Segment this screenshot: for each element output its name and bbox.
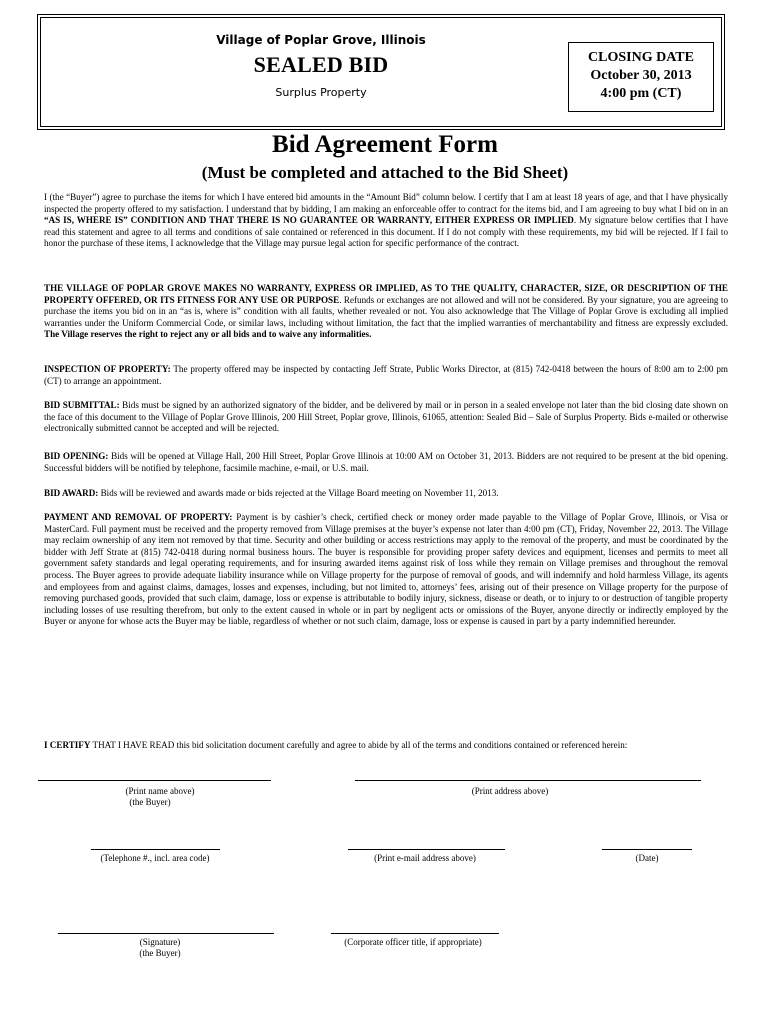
bid-opening-heading: BID OPENING: <box>44 451 109 461</box>
email-label: (Print e-mail address above) <box>374 853 476 863</box>
p2-text-b: . Refunds or exchanges are not allowed and will not be considered. By your signature, you are agreeing to purchase the items you bid on in an “as is, where is” condition with all faults, whether revealed or not. You also acknowledge that The Village of Poplar Grove is excluding all implied warranties under the Uniform Commercial Code, or similar laws, including without limitation, the fact that the implied warranties of merchantability and fitness are expressly excluded. <box>44 294 728 328</box>
payment-removal-heading: PAYMENT AND REMOVAL OF PROPERTY: <box>44 512 233 522</box>
corporate-title-line[interactable] <box>331 933 499 934</box>
certify-text: THAT I HAVE READ this bid solicitation document carefully and agree to abide by all of the terms and conditions contained or referenced herein: <box>90 740 628 750</box>
corporate-title-label: (Corporate officer title, if appropriate) <box>344 937 482 947</box>
bid-submittal-paragraph <box>44 400 728 435</box>
print-name-label: (Print name above) <box>125 786 195 796</box>
closing-date-value: October 30, 2013 <box>590 68 692 83</box>
p1-text-a: I (the “Buyer”) agree to purchase the items for which I have entered bid amounts in the “Amount Bid” column below. I certify that I am at least 18 years of age, and that I have physically inspected the property offered to my satisfaction. I understand that by bidding, I am making an enforceable offer to contract for the items bid, and I am agreeing to buy what I bid on in an <box>44 192 728 214</box>
buyer-agreement-paragraph <box>44 192 728 250</box>
bid-opening-text: Bids will be opened at Village Hall, 200 Hill Street, Poplar Grove Illinois at 10:00 AM on October 31, 2013. Bidders are not required to be present at the bid opening. Successful bidders will be notified by telephone, facsimile machine, e-mail, or U.S. mail. <box>44 451 728 473</box>
bid-award-text: Bids will be reviewed and awards made or bids rejected at the Village Board meeting on November 11, 2013. <box>98 488 499 498</box>
form-title: Bid Agreement Form <box>272 131 498 158</box>
telephone-label: (Telephone #., incl. area code) <box>100 853 210 863</box>
p1-text-c: . My signature below certifies that I have read this statement and agree to all terms and conditions of sale contained or referenced in this document. If I do not comply with these requirements, my bid will be rejected. If I fail to honor the purchase of these items, I acknowledge that the Village may pursue legal action for specific performance of the contract. <box>44 215 728 249</box>
p2-reserve-clause: The Village reserves the right to reject any or all bids and to waive any informalities. <box>44 329 372 340</box>
date-label: (Date) <box>635 853 659 863</box>
bid-award-paragraph <box>44 488 728 500</box>
certify-paragraph <box>44 740 728 752</box>
bid-submittal-heading: BID SUBMITTAL: <box>44 400 120 410</box>
signature-line[interactable] <box>58 933 274 934</box>
sealed-bid-heading: SEALED BID <box>253 52 389 77</box>
form-subtitle: (Must be completed and attached to the Bid Sheet) <box>201 163 569 182</box>
signature-label: (Signature) <box>139 937 181 947</box>
surplus-property-label: Surplus Property <box>275 86 367 99</box>
the-buyer-label-2: (the Buyer) <box>139 948 181 958</box>
closing-date-label: CLOSING DATE <box>588 50 694 65</box>
bid-submittal-text: Bids must be signed by an authorized signatory of the bidder, and be delivered by mail or in person in a sealed envelope not later than the bid closing date shown on the face of this document to the Village of Poplar Grove Illinois, 200 Hill Street, Poplar grove, Illinois, 61065, attention: Sealed Bid – Sale of Surplus Property. Bids e-mailed or otherwise electronically submitted cannot be accepted and will be rejected. <box>44 400 728 434</box>
payment-removal-paragraph <box>44 512 728 628</box>
bid-award-heading: BID AWARD: <box>44 488 99 498</box>
p1-as-is-clause: “AS IS, WHERE IS” CONDITION AND THAT THERE IS NO GUARANTEE OR WARRANTY, EITHER EXPRESS OR IMPLIED <box>44 215 574 226</box>
date-line[interactable] <box>602 849 692 850</box>
header-box <box>40 17 722 127</box>
p2-no-warranty-clause: THE VILLAGE OF POPLAR GROVE MAKES NO WARRANTY, EXPRESS OR IMPLIED, AS TO THE QUALITY, CHARACTER, SIZE, OR DESCRIPTION OF THE PROPERTY OFFERED, OR ITS FITNESS FOR ANY USE OR PURPOSE <box>44 283 728 305</box>
print-name-line[interactable] <box>38 780 271 781</box>
print-address-line[interactable] <box>355 780 701 781</box>
payment-removal-text: Payment is by cashier’s check, certified check or money order made payable to the Village of Poplar Grove, Illinois, or Visa or MasterCard. Full payment must be received and the property removed from Village premises at the buyer’s expense not later than 4:00 pm (CT), Friday, November 22, 2013. The Village may reclaim ownership of any item not removed by that time. Security and other building or access restrictions may apply to the removal of the property, and must be coordinated by the bidder with Jeff Strate at (815) 742-0418 during normal business hours. The buyer is responsible for providing proper safety devices and equipment, licenses and permits to meet all government safety standards and legal operating requirements, and for insuring awarded items against risk of loss while they remain on Village premises and throughout the removal process. The Buyer agrees to provide adequate liability insurance while on Village property for the purpose of removal of goods, and will indemnify and hold harmless Village, its agents and employees from and against claims, damages, losses and expenses, including, but not limited to, attorneys’ fees, arising out of their presence on Village property for the purpose of removing purchased goods, provided that such claim, damage, loss or expense is attributable to bodily injury, sickness, disease or death, or to injury to or destruction of tangible property including losses of use resulting therefrom, but only to the extent caused in whole or in part by negligent acts or omissions of the Buyer, anyone directly or indirectly employed by the Buyer or anyone for whose acts the Buyer may be liable, regardless of whether or not such claim, damage, loss or expense is caused in part by a party indemnified hereunder. <box>44 512 728 627</box>
email-line[interactable] <box>348 849 505 850</box>
inspection-text: The property offered may be inspected by contacting Jeff Strate, Public Works Director, at (815) 742-0418 between the hours of 8:00 am to 2:00 pm (CT) to arrange an appointment. <box>44 364 728 386</box>
the-buyer-label-1: (the Buyer) <box>129 797 171 807</box>
telephone-line[interactable] <box>91 849 220 850</box>
closing-time-value: 4:00 pm (CT) <box>600 86 682 101</box>
village-name: Village of Poplar Grove, Illinois <box>216 33 426 47</box>
print-address-label: (Print address above) <box>471 786 549 796</box>
certify-heading: I CERTIFY <box>44 740 91 750</box>
inspection-heading: INSPECTION OF PROPERTY: <box>44 364 171 374</box>
inspection-paragraph <box>44 364 728 387</box>
no-warranty-paragraph <box>44 283 728 341</box>
bid-opening-paragraph <box>44 451 728 474</box>
closing-date-box <box>568 42 714 112</box>
